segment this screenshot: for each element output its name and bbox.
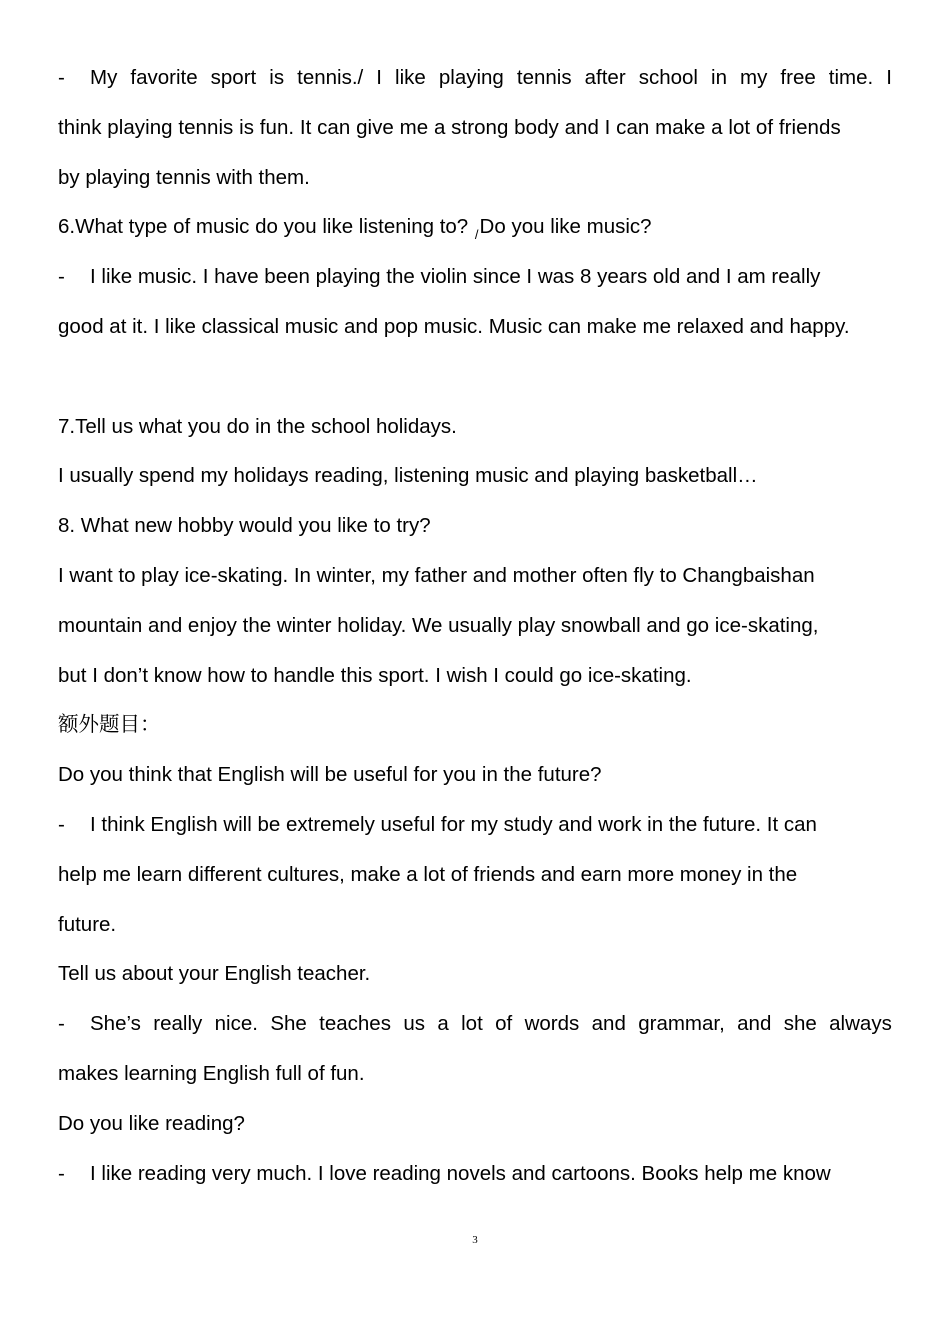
word: and <box>591 1012 626 1036</box>
question-7: 7.Tell us what you do in the school holidays. <box>58 414 457 438</box>
page-number: 3 <box>472 1234 478 1246</box>
word: She’s <box>90 1012 141 1036</box>
extra-answer-2-line-2: makes learning English full of fun. <box>58 1061 365 1085</box>
word: favorite <box>130 66 198 89</box>
answer-8-line-3: but I don’t know how to handle this sport. I wish I could go ice-skating. <box>58 663 692 687</box>
extra-question-3: Do you like reading? <box>58 1111 245 1135</box>
word: free <box>780 66 816 89</box>
extra-answer-2-words <box>90 999 892 1049</box>
extra-questions-heading: 额外题目： <box>58 712 161 737</box>
word: grammar, <box>638 1012 725 1036</box>
word: in <box>711 66 727 89</box>
word: always <box>829 1012 892 1036</box>
word: nice. <box>214 1012 258 1036</box>
document-body <box>58 53 892 1198</box>
extra-answer-1-line-1 <box>58 800 892 850</box>
extra-question-2: Tell us about your English teacher. <box>58 962 371 986</box>
word: teaches <box>319 1012 391 1036</box>
word: really <box>153 1012 203 1036</box>
bullet-dash: - <box>58 1161 65 1185</box>
word: school <box>638 66 698 89</box>
question-8: 8. What new hobby would you like to try? <box>58 514 431 538</box>
answer-5-words <box>90 53 892 103</box>
extra-answer-3-line-1 <box>58 1149 892 1199</box>
bullet-dash: - <box>58 812 65 836</box>
extra-answer-3-line-1-text: I like reading very much. I love reading novels and cartoons. Books help me know <box>90 1161 831 1185</box>
extra-answer-1-line-1-text: I think English will be extremely useful for my study and work in the future. It can <box>90 812 817 836</box>
word: sport <box>210 66 257 89</box>
word: she <box>783 1012 817 1036</box>
word: like <box>395 66 426 89</box>
word: of <box>495 1012 513 1036</box>
answer-5-line-2-text: think playing tennis is fun. It can give me a strong body and I can make a lot of friends <box>58 115 841 139</box>
answer-8-line-2: mountain and enjoy the winter holiday. We usually play snowball and go ice-skating, <box>58 613 819 637</box>
answer-5-line-1 <box>58 53 892 103</box>
word: us <box>403 1012 425 1036</box>
word: my <box>740 66 768 89</box>
question-6-part-2: Do you like music? <box>479 215 652 239</box>
extra-answer-2-line-1 <box>58 999 892 1049</box>
slash-mark: / <box>474 227 479 243</box>
word: time. <box>828 66 874 89</box>
word: after <box>584 66 626 89</box>
extra-answer-1-line-3: future. <box>58 912 117 936</box>
extra-question-1: Do you think that English will be useful for you in the future? <box>58 763 602 787</box>
answer-8-line-1: I want to play ice-skating. In winter, my father and mother often fly to Changbaishan <box>58 563 815 587</box>
question-6 <box>58 202 892 252</box>
word: is <box>269 66 285 89</box>
blank-line <box>58 352 892 402</box>
word: I <box>886 66 892 89</box>
answer-7: I usually spend my holidays reading, listening music and playing basketball… <box>58 464 758 488</box>
word: playing <box>438 66 504 89</box>
extra-answer-1-line-2: help me learn different cultures, make a lot of friends and earn more money in the <box>58 862 798 886</box>
word: lot <box>461 1012 483 1036</box>
answer-5-line-2 <box>58 103 892 153</box>
bullet-dash: - <box>58 265 65 289</box>
bullet-dash: - <box>58 1012 65 1036</box>
word: I <box>376 66 382 89</box>
word: words <box>524 1012 580 1036</box>
word: tennis./ <box>297 66 364 89</box>
answer-6-line-2: good at it. I like classical music and pop music. Music can make me relaxed and happy. <box>58 314 850 338</box>
answer-5-line-3: by playing tennis with them. <box>58 165 310 189</box>
word: and <box>737 1012 772 1036</box>
word: a <box>437 1012 449 1036</box>
word: tennis <box>516 66 572 89</box>
bullet-dash: - <box>58 66 65 89</box>
question-6-part-1: 6.What type of music do you like listening to? <box>58 215 469 239</box>
word: My <box>90 66 118 89</box>
answer-6-line-1-text: I like music. I have been playing the violin since I was 8 years old and I am really <box>90 265 821 289</box>
word: She <box>270 1012 307 1036</box>
